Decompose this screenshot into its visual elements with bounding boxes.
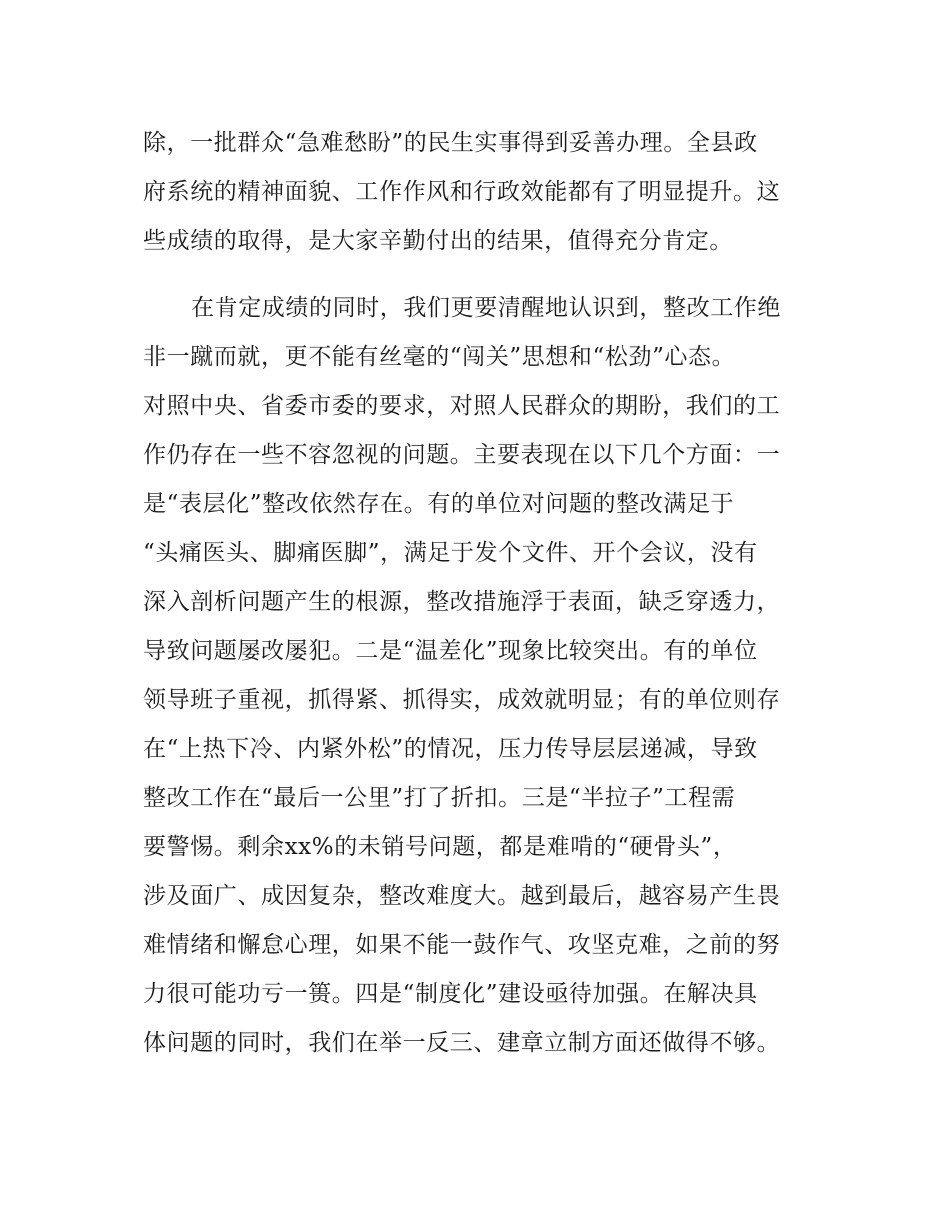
paragraph-2-line-12: 要警惕。剩余xx%的未销号问题，都是难啃的“硬骨头”， bbox=[143, 834, 737, 860]
paragraph-2-line-15: 力很可能功亏一篑。四是“制度化”建设亟待加强。在解决具 bbox=[143, 981, 758, 1007]
paragraph-2-line-7: 深入剖析问题产生的根源，整改措施浮于表面，缺乏穿透力， bbox=[143, 589, 781, 615]
paragraph-2-line-11: 整改工作在“最后一公里”打了折扣。三是“半拉子”工程需 bbox=[143, 785, 736, 811]
paragraph-2-line-8: 导致问题屡改屡犯。二是“温差化”现象比较突出。有的单位 bbox=[143, 638, 758, 664]
paragraph-2-line-6: “头痛医头、脚痛医脚”，满足于发个文件、开个会议，没有 bbox=[143, 540, 758, 566]
paragraph-2-line-10: 在“上热下冷、内紧外松”的情况，压力传导层层递减，导致 bbox=[143, 736, 758, 762]
paragraph-2-line-4: 作仍存在一些不容忽视的问题。主要表现在以下几个方面：一 bbox=[143, 442, 781, 468]
paragraph-1-line-2: 府系统的精神面貌、工作作风和行政效能都有了明显提升。这 bbox=[143, 179, 781, 205]
paragraph-2-line-14: 难情绪和懈怠心理，如果不能一鼓作气、攻坚克难，之前的努 bbox=[143, 932, 781, 958]
paragraph-2-line-13: 涉及面广、成因复杂，整改难度大。越到最后，越容易产生畏 bbox=[143, 883, 781, 909]
paragraph-2-line-2: 非一蹴而就，更不能有丝毫的“闯关”思想和“松劲”心态。 bbox=[143, 344, 736, 370]
paragraph-1-line-1: 除，一批群众“急难愁盼”的民生实事得到妥善办理。全县政 bbox=[143, 130, 758, 156]
paragraph-2-line-16: 体问题的同时，我们在举一反三、建章立制方面还做得不够。 bbox=[143, 1030, 781, 1056]
paragraph-2-line-5: 是“表层化”整改依然存在。有的单位对问题的整改满足于 bbox=[143, 491, 735, 517]
paragraph-2-line-9: 领导班子重视，抓得紧、抓得实，成效就明显；有的单位则存 bbox=[143, 687, 781, 713]
paragraph-1-line-3: 些成绩的取得，是大家辛勤付出的结果，值得充分肯定。 bbox=[143, 228, 733, 254]
paragraph-2-line-1: 在肯定成绩的同时，我们更要清醒地认识到，整改工作绝 bbox=[191, 295, 781, 321]
paragraph-2-line-3: 对照中央、省委市委的要求，对照人民群众的期盼，我们的工 bbox=[143, 393, 781, 419]
